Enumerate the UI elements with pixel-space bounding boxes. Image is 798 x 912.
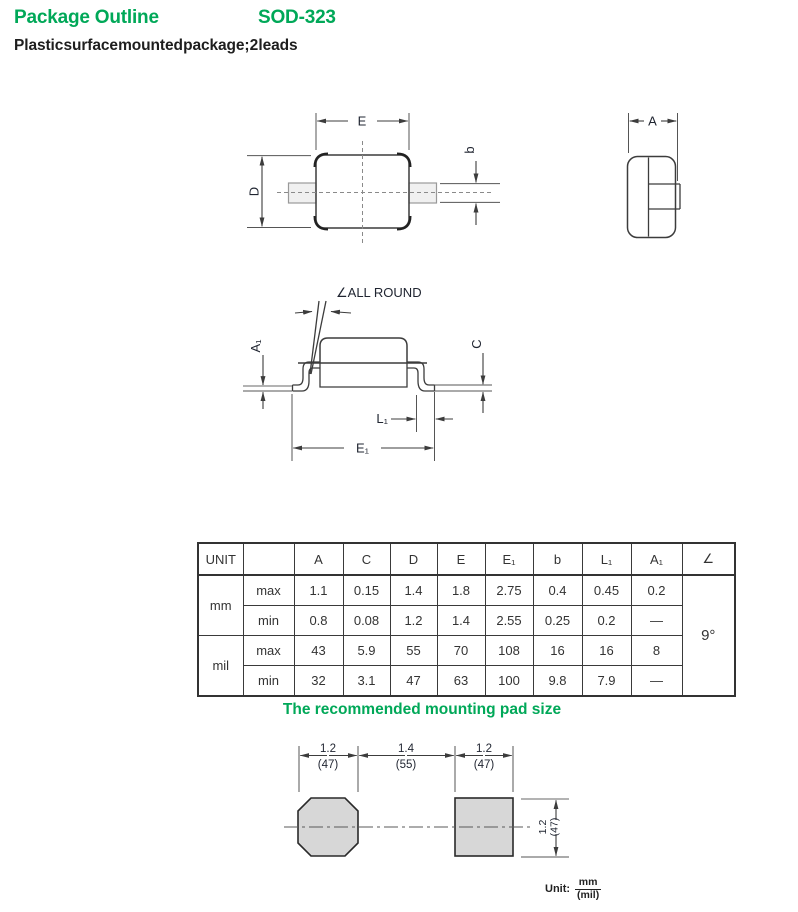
cell: 0.8 — [294, 606, 343, 636]
pad-dim-center-mil: (55) — [395, 759, 417, 771]
cell: 1.4 — [390, 575, 437, 606]
pad-dim-height-mil: (47) — [548, 817, 561, 837]
limit-label: max — [243, 575, 294, 606]
mounting-pad-heading: The recommended mounting pad size — [282, 701, 562, 718]
cell: 100 — [485, 666, 533, 697]
header-D: D — [390, 543, 437, 575]
top-view — [247, 113, 501, 243]
cell: 9.8 — [533, 666, 582, 697]
pad-dimension-right — [456, 743, 511, 771]
table-row — [198, 575, 735, 606]
unit-note — [545, 877, 601, 901]
cell: 32 — [294, 666, 343, 697]
table-row — [198, 666, 735, 697]
pad-dim-height-mm: 1.2 — [537, 819, 549, 835]
dim-label-A1: A₁ — [248, 339, 263, 353]
cell: 5.9 — [343, 636, 390, 666]
package-name: SOD-323 — [258, 7, 336, 28]
pad-dimension-center — [359, 743, 453, 771]
table-row — [198, 606, 735, 636]
cell: 0.15 — [343, 575, 390, 606]
side-view-body — [628, 157, 676, 238]
cell: 0.45 — [582, 575, 631, 606]
limit-label: max — [243, 636, 294, 666]
angle-value: 9° — [682, 575, 735, 696]
dimension-C — [435, 339, 493, 413]
front-view — [243, 285, 492, 461]
pad-dim-center-mm: 1.4 — [398, 743, 414, 755]
cell: 0.25 — [533, 606, 582, 636]
cell: 3.1 — [343, 666, 390, 697]
cell: 1.2 — [390, 606, 437, 636]
dim-label-E: E — [357, 113, 367, 129]
pad-dimension-left — [300, 743, 356, 771]
dimension-L1 — [376, 392, 453, 461]
cell: 0.08 — [343, 606, 390, 636]
unit-numerator: mm — [578, 876, 598, 888]
front-view-body-top — [320, 338, 407, 363]
cell: 0.2 — [582, 606, 631, 636]
front-view-lead-left — [293, 362, 321, 391]
front-view-lead-right — [407, 362, 435, 391]
dim-label-b: b — [462, 146, 477, 154]
table-row — [198, 636, 735, 666]
unit-note-label: Unit: — [545, 882, 571, 895]
cell: 1.4 — [437, 606, 485, 636]
cell: 1.8 — [437, 575, 485, 606]
header-A: A — [294, 543, 343, 575]
pad-dim-left-mm: 1.2 — [320, 743, 336, 755]
unit-denominator: (mil) — [577, 888, 600, 901]
cell: 2.55 — [485, 606, 533, 636]
dim-label-A: A — [648, 113, 657, 129]
cell: 43 — [294, 636, 343, 666]
cell: 47 — [390, 666, 437, 697]
dim-label-L1: L₁ — [376, 411, 388, 426]
cell: 0.2 — [631, 575, 682, 606]
cell: 16 — [533, 636, 582, 666]
cell: — — [631, 606, 682, 636]
dim-label-E1: E₁ — [355, 440, 370, 456]
cell: 108 — [485, 636, 533, 666]
unit-mil: mil — [198, 636, 243, 697]
pad-dim-right-mil: (47) — [473, 759, 495, 771]
header-C: C — [343, 543, 390, 575]
header-E1: E₁ — [485, 543, 533, 575]
dim-label-C: C — [469, 339, 484, 349]
cell: 70 — [437, 636, 485, 666]
page-subtitle: Plastic surface mounted package; 2 leads — [14, 37, 298, 54]
all-round-label: ∠ALL ROUND — [336, 285, 422, 300]
table-header-row — [198, 543, 735, 575]
cell: 63 — [437, 666, 485, 697]
header-A1: A₁ — [631, 543, 682, 575]
page-title: Package Outline — [14, 7, 159, 28]
limit-label: min — [243, 666, 294, 697]
pad-dim-left-mil: (47) — [317, 759, 339, 771]
cell: 55 — [390, 636, 437, 666]
mounting-pad-drawing — [0, 735, 798, 907]
cell: — — [631, 666, 682, 697]
dim-label-D: D — [246, 186, 262, 197]
limit-label: min — [243, 606, 294, 636]
cell: 8 — [631, 636, 682, 666]
header-b: b — [533, 543, 582, 575]
unit-fraction — [575, 877, 601, 901]
header-L1: L₁ — [582, 543, 631, 575]
front-view-body-bottom — [320, 363, 407, 387]
dimension-A1 — [243, 339, 292, 409]
header-E: E — [437, 543, 485, 575]
header-angle: ∠ — [682, 543, 735, 575]
side-view — [628, 113, 681, 238]
header-limit — [243, 543, 294, 575]
cell: 7.9 — [582, 666, 631, 697]
cell: 16 — [582, 636, 631, 666]
dimensions-table — [197, 542, 736, 697]
dimension-E1 — [292, 394, 433, 461]
dimension-b — [440, 146, 500, 225]
cell: 2.75 — [485, 575, 533, 606]
cell: 0.4 — [533, 575, 582, 606]
pad-dimension-height — [521, 799, 569, 857]
pad-dim-right-mm: 1.2 — [476, 743, 492, 755]
unit-mm: mm — [198, 575, 243, 636]
cell: 1.1 — [294, 575, 343, 606]
header-unit: UNIT — [198, 543, 243, 575]
